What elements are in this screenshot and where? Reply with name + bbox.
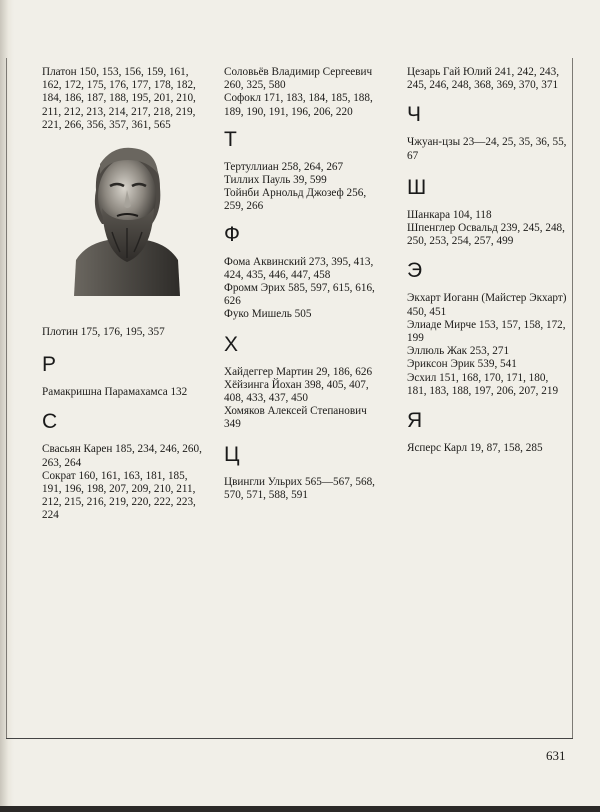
index-entry: Сократ 160, 161, 163, 181, 185, 191, 196, 198, 207, 209, 210, 211, 212, 215, 216, 219, 220, 222, 223, 224 [42, 469, 196, 522]
portrait-bust-image [72, 140, 182, 296]
index-entry: Тойнби Арнольд Джозеф 256, 259, 266 [224, 187, 367, 213]
right-frame-rule [572, 58, 573, 738]
index-letter-heading: С [42, 410, 58, 434]
index-entry: Фромм Эрих 585, 597, 615, 616, 626 [224, 282, 375, 308]
index-letter-heading: Э [407, 259, 423, 283]
index-entry: Элиаде Мирче 153, 157, 158, 172, 199 [407, 318, 566, 345]
index-letter-heading: Ч [407, 103, 421, 127]
index-entry: Цвингли Ульрих 565—567, 568, 570, 571, 588, 591 [224, 475, 375, 501]
index-entry: Свасьян Карен 185, 234, 246, 260, 263, 264 [42, 443, 202, 469]
index-entry: Хайдеггер Мартин 29, 186, 626 [224, 365, 373, 378]
index-letter-heading: Х [224, 332, 239, 356]
page-gutter-shadow [0, 0, 14, 812]
index-entry: Плотин 175, 176, 195, 357 [42, 326, 165, 339]
index-entry: Рамакришна Парамахамса 132 [42, 386, 188, 399]
index-entry: Шпенглер Освальд 239, 245, 248, 250, 253, 254, 257, 499 [407, 222, 565, 248]
index-entry: Экхарт Иоганн (Майстер Экхарт) 450, 451 [407, 292, 567, 318]
left-frame-rule [6, 58, 7, 738]
index-column-3 [407, 66, 567, 455]
index-entry: Эллюль Жак 253, 271 [407, 345, 510, 358]
index-entry: Тертуллиан 258, 264, 267 [224, 160, 344, 173]
index-column-2 [224, 66, 384, 502]
index-entry: Ясперс Карл 19, 87, 158, 285 [407, 442, 543, 455]
index-letter-heading: Ш [407, 175, 427, 199]
index-entry: Хомяков Алексей Степанович 349 [224, 405, 367, 431]
index-entry: Тиллих Пауль 39, 599 [224, 174, 327, 187]
footer-rule [6, 738, 573, 739]
index-entry: Эсхил 151, 168, 170, 171, 180, 181, 183, 188, 197, 206, 207, 219 [407, 371, 559, 397]
index-letter-heading: Т [224, 127, 237, 151]
index-letter-heading: Ц [224, 442, 240, 466]
scan-bottom-edge [0, 806, 600, 812]
index-letter-heading: Р [42, 353, 57, 377]
index-entry: Фуко Мишель 505 [224, 308, 312, 321]
index-letter-heading: Я [407, 409, 423, 433]
index-entry: Софокл 171, 183, 184, 185, 188, 189, 190, 191, 196, 206, 220 [224, 92, 373, 118]
index-entry: Фома Аквинский 273, 395, 413, 424, 435, 446, 447, 458 [224, 255, 374, 281]
index-letter-heading: Ф [224, 222, 240, 246]
index-entry: Соловьёв Владимир Сергеевич 260, 325, 580 [224, 66, 373, 92]
index-entry: Чжуан-цзы 23—24, 25, 35, 36, 55, 67 [407, 136, 567, 162]
page-number: 631 [546, 748, 566, 763]
index-entry: Хёйзинга Йохан 398, 405, 407, 408, 433, 437, 450 [224, 378, 369, 405]
index-entry: Цезарь Гай Юлий 241, 242, 243, 245, 246, 248, 368, 369, 370, 371 [407, 66, 560, 92]
index-entry: Шанкара 104, 118 [407, 208, 492, 221]
index-entry: Эриксон Эрик 539, 541 [407, 358, 517, 371]
index-entry: Платон 150, 153, 156, 159, 161, 162, 172, 175, 176, 177, 178, 182, 184, 186, 187, 188, 195, 201, 210, 211, 212, 213, 214, 217, 218, 219, 221, 266, 356, 357, 361, 565 [42, 66, 196, 131]
